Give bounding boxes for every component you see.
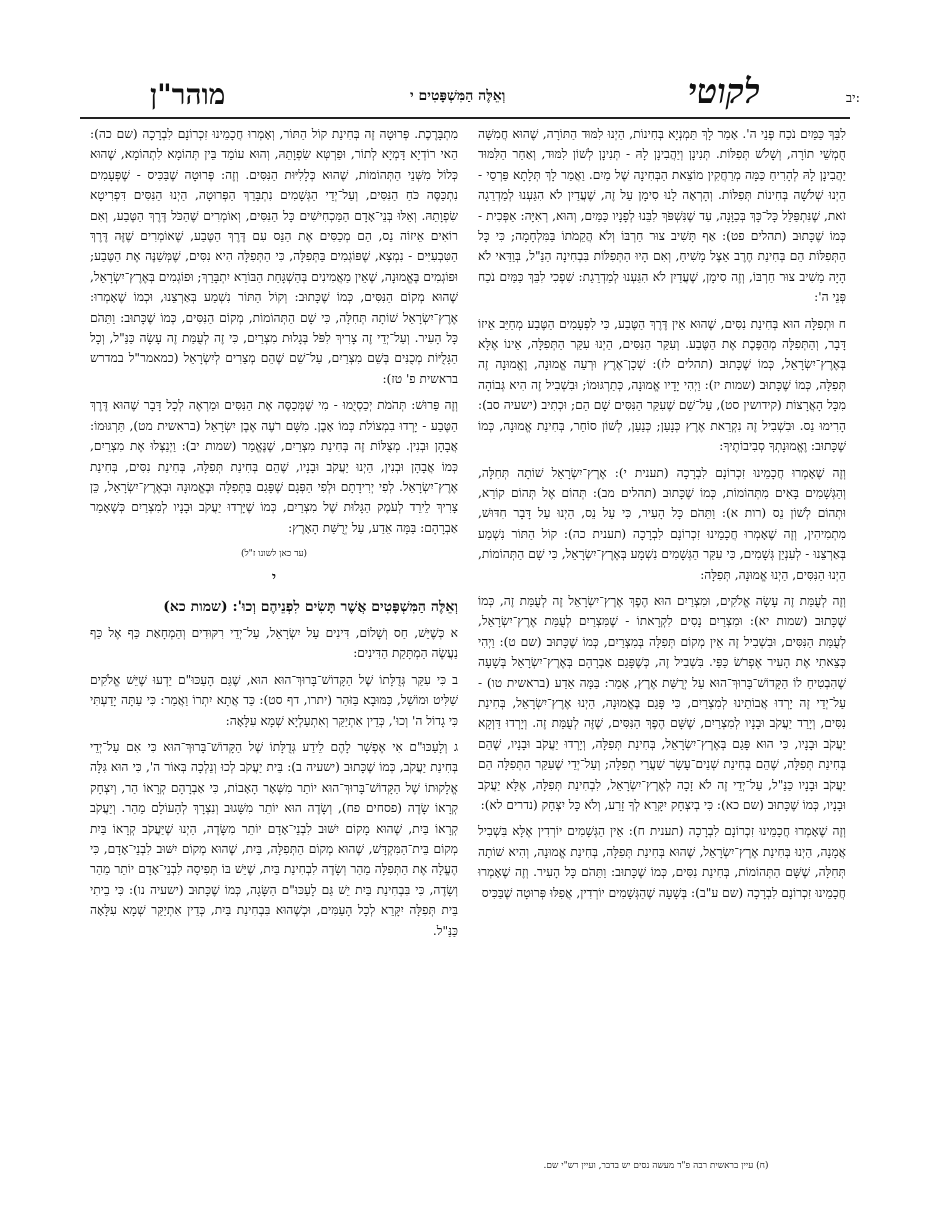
paragraph: לִבֵּךְ כַּמַּיִם נֹכַח פְּנֵי ה'. אָמַר לָךְ תַּמְנְיָא בְּחִינוֹת, הַיְנוּ לִמּוּד הַתּוֹרָה, שֶׁהוּא חֲמִשָּׁה חֻמְשֵׁי תוֹרָה, וְשָׁלֹשׁ תְּפִלּוֹת. תְּנִינָן וְיַהֲבִינָן לָהּ - תְּנִינָן לְשׁוֹן לִמּוּד, וְאַחַר הַלִּמּוּד יַהֲבִינָן לָהּ לְהָרִיחַ כַּמָּה מְרַחֲקִין מוֹצֵאת הַבְּחִינָה שֶׁל מַיִם. וַאֲמַר לָךְ תְּלָתָא פַּרְסֵי - הַיְנוּ שְׁלֹשָׁה בְּחִינוֹת תְּפִלּוֹת. וְהָרְאָה לָנוּ סִימָן עַל זֶה, שֶׁעֲדַיִן לֹא הִגַּעְנוּ לְמַדְרֵגָה זֹאת, שֶׁנִּתְפַּלֵּל כָּל־כָּךְ בְּכַוָּנָה, עַד שֶׁנִּשְׁפֹּךְ לִבֵּנוּ לְפָנָיו כַּמַּיִם, וְהוּא, רְאִיָּה: אַפְּכִית - כְּמוֹ שֶׁכָּתוּב (תהלים פט): אַף תָּשִׁיב צוּר חַרְבּוֹ וְלֹא הֲקֵמֹתוֹ בַּמִּלְחָמָה; כִּי כָּל הַתְּפִלּוֹת הֵם בְּחִינַת חֶרֶב אֵצֶל מָשִׁיחַ, וְאִם הָיוּ הַתְּפִלּוֹת בִּבְחִינָה הַנַּ"ל, בְּוַדַּאי לֹא הָיָה מֵשִׁיב צוּר חַרְבּוֹ, וְזֶה סִימָן, שֶׁעֲדַיִן לֹא הִגַּעְנוּ לְמַדְרֵגַת: שִׁפְכִי לִבֵּךְ כַּמַּיִם נֹכַח פְּנֵי ה': — [478, 127, 846, 305]
right-column — [478, 124, 846, 909]
section-heading: וְאֵלֶּה הַמִּשְׁפָּטִים אֲשֶׁר תָּשִׂים לִפְנֵיהֶם וְכוּ': (שמות כא) — [163, 598, 458, 615]
paragraph: וְזֶה פֵּרוּשׁ: תְּהֹמֹת יְכַסְיֻמוּ - מִי שֶׁמְּכַסֶּה אֶת הַנִּסִּים וּמַרְאֶה לְכָל דָּבָר שֶׁהוּא דֶּרֶךְ הַטֶּבַע - יָרְדוּ בִמְצוֹלֹת כְּמוֹ אָבֶן. מִשָּׁם רֹעֶה אֶבֶן יִשְׂרָאֵל (בראשית מט), תַּרְגּוּמוֹ: אֲבָהָן וּבְנִין. מְצֻלּוֹת זֶה בְּחִינַת מִצְרַיִם, שֶׁנֶּאֱמַר (שמות יב): וַיְנַצְּלוּ אֶת מִצְרַיִם, כְּמוֹ אֲבָהָן וּבְנִין, הַיְנוּ יַעֲקֹב וּבָנָיו, שֶׁהֵם בְּחִינַת תְּפִלָּה, בְּחִינַת נִסִּים, בְּחִינַת אֶרֶץ־יִשְׂרָאֵל. לְפִי יְרִידָתָם וּלְפִי הַפְּגָם שֶׁפָּגַם בַּתְּפִלָּה וּבֶאֱמוּנָה וּבְאֶרֶץ־יִשְׂרָאֵל, כֵּן צָרִיךְ לֵירֵד לְעֹמֶק הַגָּלוּת שֶׁל מִצְרַיִם, כְּמוֹ שֶׁיָּרְדוּ יַעֲקֹב וּבָנָיו לְמִצְרַיִם כְּשֶׁאָמַר אַבְרָהָם: בַּמָּה אֵדַע, עַל יְרֻשַּׁת הָאָרֶץ: — [90, 398, 458, 535]
paragraph-section-a: א כְּשֶׁיֵּשׁ, חַס וְשָׁלוֹם, דִּינִים עַל יִשְׂרָאֵל, עַל־יְדֵי רִקּוּדִים וְהַמְחָאַת כַּף אֶל כַּף נַעֲשֶׂה הַמְתָּקַת הַדִּינִים: — [90, 625, 458, 661]
footnote: (ח) עיין בראשית רבה פ"ד מעשה נסים יש בדבר, ועיין רש"י שם. — [543, 1161, 769, 1171]
author-title: מוהר"ן — [150, 78, 226, 111]
left-column — [90, 124, 458, 947]
paragraph: וְזֶה לְעֻמַּת זֶה עָשָׂה אֱלֹקִים, וּמִצְרַיִם הוּא הֶפֶךְ אֶרֶץ־יִשְׂרָאֵל זֶה לְעֻמַּת זֶה, כְּמוֹ שֶׁכָּתוּב (שמות יא): וּמִצְרַיִם נָסִים לִקְרָאתוֹ - שֶׁמִּצְרַיִם לְעֻמַּת אֶרֶץ־יִשְׂרָאֵל, לְעֻמַּת הַנִּסִּים, וּבִשְׁבִיל זֶה אֵין מְקוֹם תְּפִלָּה בְּמִצְרַיִם, כְּמוֹ שֶׁכָּתוּב (שם ט): וַיְהִי כְּצֵאתִי אֶת הָעִיר אֶפְרֹשׂ כַּפַּי. בִּשְׁבִיל זֶה, כְּשֶׁפָּגַם אַבְרָהָם בְּאֶרֶץ־יִשְׂרָאֵל בְּשָׁעָה שֶׁהִבְטִיחַ לוֹ הַקָּדוֹשׁ־בָּרוּךְ־הוּא עַל יְרֻשַּׁת אֶרֶץ, אָמַר: בַּמָּה אֵדַע (בראשית טו) - עַל־יְדֵי זֶה יָרְדוּ אֲבוֹתֵינוּ לְמִצְרַיִם, כִּי פָּגַם בֶּאֱמוּנָה, הַיְנוּ אֶרֶץ־יִשְׂרָאֵל, בְּחִינַת נִסִּים, וְיָרַד יַעֲקֹב וּבָנָיו לְמִצְרַיִם, שֶׁשָּׁם הֶפֶךְ הַנִּסִּים, שֶׁזֶּה לְעֻמַּת זֶה. וְיָרְדוּ דַּוְקָא יַעֲקֹב וּבָנָיו, כִּי הוּא פָּגַם בְּאֶרֶץ־יִשְׂרָאֵל, בְּחִינַת תְּפִלָּה, וְיָרְדוּ יַעֲקֹב וּבָנָיו, שֶׁהֵם בְּחִינַת תְּפִלָּה, שֶׁהֵם בְּחִינַת שְׁנֵים־עָשָׂר שַׁעֲרֵי תְפִלָּה; וְעַל־יְדֵי שֶׁעִקַּר הַתְּפִלָּה הֵם יַעֲקֹב וּבָנָיו כַּנַּ"ל, עַל־יְדֵי זֶה לֹא זָכָה לְאֶרֶץ־יִשְׂרָאֵל, לִבְחִינַת תְּפִלָּה, אֶלָּא יַעֲקֹב וּבָנָיו, כְּמוֹ שֶׁכָּתוּב (שם כא): כִּי בְיִצְחָק יִקָּרֵא לְךָ זָרַע, וְלֹא כָּל יִצְחָק (נדרים לא): — [478, 593, 846, 812]
paragraph: וְזֶה שֶׁאָמְרוּ חֲכָמֵינוּ זִכְרוֹנָם לִבְרָכָה (תענית י): אֶרֶץ־יִשְׂרָאֵל שׁוֹתָה תְּחִלָּה, וְהַגְּשָׁמִים בָּאִים מִתְּהוֹמוֹת, כְּמוֹ שֶׁכָּתוּב (תהלים מב): תְּהוֹם אֶל תְּהוֹם קוֹרֵא, וּתְהוֹם לְשׁוֹן נֵס (רות א): וַתֵּהֹם כָּל הָעִיר, כִּי עַל נֵס, הַיְנוּ עַל דָּבָר חִדּוּשׁ, מִתְמִיהִין, וְזֶה שֶׁאָמְרוּ חֲכָמֵינוּ זִכְרוֹנָם לִבְרָכָה (תענית כה): קוֹל הַתּוֹר נִשְׁמַע בְּאַרְצֵנוּ - לְעִנְיַן גְּשָׁמִים, כִּי עִקַּר הַגְּשָׁמִים נִשְׁמָע בְּאֶרֶץ־יִשְׂרָאֵל, כִּי שָׁם הַתְּהוֹמוֹת, הַיְנוּ הַנִּסִּים, הַיְנוּ אֱמוּנָה, תְּפִלָּה: — [478, 465, 846, 582]
header-rule — [80, 117, 850, 119]
parsha-title: וְאֵלֶּה הַמִּשְׁפָּטִים י — [410, 88, 506, 104]
paragraph: מִתְבָּרֶכֶת. פְּרוּטָה זֶה בְּחִינַת קוֹל הַתּוֹר, וְאָמְרוּ חֲכָמֵינוּ זִכְרוֹנָם לִבְרָכָה (שם כה): הַאי רוֹדְיָא דָּמְיָא לְתוֹר, וּפַרְטְּא שִׂפְוָתֵהּ, וְהוּא עוֹמֵד בֵּין תְּהוֹמָא לִתְהוֹמָא, שֶׁהוּא כְּלוֹל מִשְּׁנֵי הַתְּהוֹמוֹת, שֶׁהוּא כְּלָלִיּוּת הַנִּסִּים. וְזֶה: פְּרוּטָה שֶׁבַּכִּיס - שֶׁפְּעָמִים נִתְכַּסֶּה כֹּחַ הַנִּסִּים, וְעַל־יְדֵי הַגְּשָׁמִים נִתְבָּרֵךְ הַפְּרוּטָה, הַיְנוּ הַנִּסִּים דִּפְרִיטָא שִׂפְוָתֵהּ. וְאֵלּוּ בְּנֵי־אָדָם הַמַּכְחִישִׁים כָּל הַנִּסִּים, וְאוֹמְרִים שֶׁהַכֹּל דֶּרֶךְ הַטֶּבַע, וְאִם רוֹאִים אֵיזוֹה נֵס, הֵם מְכַסִּים אֶת הַנֵּס עִם דֶּרֶךְ הַטֶּבַע, שֶׁאוֹמְרִים שֶׁזֶּה דֶּרֶךְ הַטִּבְעִיִּים - נִמְצָא, שֶׁפּוֹגְמִים בַּתְּפִלָּה, כִּי הַתְּפִלָּה הִיא נִסִּים, שֶׁמְּשַׁנֶּה אֶת הַטֶּבַע; וּפוֹגְמִים בֶּאֱמוּנָה, שֶׁאֵין מַאֲמִינִים בְּהַשְׁגָּחַת הַבּוֹרֵא יִתְבָּרַךְ; וּפוֹגְמִים בְּאֶרֶץ־יִשְׂרָאֵל, שֶׁהוּא מְקוֹם הַנִּסִּים, כְּמוֹ שֶׁכָּתוּב: וְקוֹל הַתּוֹר נִשְׁמַע בְּאַרְצֵנוּ, וּכְמוֹ שֶׁאָמְרוּ: אֶרֶץ־יִשְׂרָאֵל שׁוֹתָה תְּחִלָּה, כִּי שָׁם הַתְּהוֹמוֹת, מְקוֹם הַנִּסִּים, כְּמוֹ שֶׁכָּתוּב: וַתֵּהֹם כָּל הָעִיר. וְעַל־יְדֵי זֶה צָרִיךְ לִפֹּל בְּגָלוּת מִצְרַיִם, כִּי זֶה לְעֻמַּת זֶה עָשָׂה כַּנַּ"ל, וְכָל הַגָּלֻיּוֹת מְכֻנִּים בְּשֵׁם מִצְרַיִם, עַל־שֵׁם שֶׁהֵם מְצֵרִים לְיִשְׂרָאֵל (כמאמר"ל במדרש בראשית פ' טז): — [90, 127, 458, 386]
book-title: לקוטי — [687, 72, 760, 112]
page-number: יב: — [845, 91, 860, 106]
end-note: (עד כאן לשונו ז"ל) — [240, 549, 308, 560]
paragraph: וְזֶה שֶׁאָמְרוּ חֲכָמֵינוּ זִכְרוֹנָם לִבְרָכָה (תענית ח): אֵין הַגְּשָׁמִים יוֹרְדִין אֶלָּא בִּשְׁבִיל אֲמָנָה, הַיְנוּ בְּחִינַת אֶרֶץ־יִשְׂרָאֵל, שֶׁהוּא בְּחִינַת תְּפִלָּה, בְּחִינַת אֱמוּנָה, וְהִיא שׁוֹתָה תְּחִלָּה, שֶׁשָּׁם הַתְּהוֹמוֹת, בְּחִינַת נִסִּים, כְּמוֹ שֶׁכָּתוּב: וַתֵּהֹם כָּל הָעִיר. וְזֶה שֶׁאָמְרוּ חֲכָמֵינוּ זִכְרוֹנָם לִבְרָכָה (שם ע"ב): בְּשָׁעָה שֶׁהַגְּשָׁמִים יוֹרְדִין, אֲפִלּוּ פְּרוּטָה שֶׁבַּכִּיס — [478, 824, 846, 900]
paragraph-section-c: ג וְלָעַכּוּ"ם אִי אֶפְשָׁר לָהֶם לֵידַע גְּדֻלָּתוֹ שֶׁל הַקָּדוֹשׁ־בָּרוּךְ־הוּא כִּי אִם עַל־יְדֵי בְּחִינַת יַעֲקֹב, כְּמוֹ שֶׁכָּתוּב (ישעיה ב): בֵּית יַעֲקֹב לְכוּ וְנֵלְכָה בְּאוֹר ה', כִּי הוּא גִּלָּה אֱלָקוּתוֹ שֶׁל הַקָּדוֹשׁ־בָּרוּךְ־הוּא יוֹתֵר מִשְּׁאָר הָאָבוֹת, כִּי אַבְרָהָם קְרָאוֹ הַר, וְיִצְחָק קְרָאוֹ שָׂדֶה (פסחים פח), וְשָׂדֶה הוּא יוֹתֵר מִשָּׁגוּב וְנִצְרָךְ לְהָעוֹלָם מֵהַר. וְיַעֲקֹב קְרָאוֹ בַּיִת, שֶׁהוּא מָקוֹם יִשּׁוּב לִבְנֵי־אָדָם יוֹתֵר מִשָּׂדֶה, הַיְנוּ שֶׁיַּעֲקֹב קְרָאוֹ בַּיִת מְקוֹם בֵּית־הַמִּקְדָּשׁ, שֶׁהוּא מְקוֹם הַתְּפִלָּה, בַּיִת, שֶׁהוּא מְקוֹם יִשּׁוּב לִבְנֵי־אָדָם, כִּי הֶעֱלָה אֶת הַתְּפִלָּה מֵהַר וְשָׂדֶה לִבְחִינַת בַּיִת, שֶׁיֵּשׁ בּוֹ תְּפִיסָה לִבְנֵי־אָדָם יוֹתֵר מֵהַר וְשָׂדֶה, כִּי בִּבְחִינַת בַּיִת יֵשׁ גַּם לָעַכּוּ"ם הַשָּׂגָה, כְּמוֹ שֶׁכָּתוּב (ישעיה נו): כִּי בֵיתִי בֵּית תְּפִלָּה יִקָּרֵא לְכָל הָעַמִּים, וּכְשֶׁהוּא בִּבְחִינַת בַּיִת, כְּדֵין אִתְיַקַּר שְׁמָא עִלָּאָה כַּנַּ"ל. — [90, 739, 458, 938]
paragraph-section-8: ח וּתְפִלָּה הוּא בְּחִינַת נִסִּים, שֶׁהוּא אֵין דֶּרֶךְ הַטֶּבַע, כִּי לִפְעָמִים הַטֶּבַע מְחַיֵּב אֵיזוֹ דָּבָר, וְהַתְּפִלָּה מְהַפֶּכֶת אֶת הַטֶּבַע. וְעִקַּר הַנִּסִּים, הַיְנוּ עִקַּר הַתְּפִלָּה, אֵינוֹ אֶלָּא בְּאֶרֶץ־יִשְׂרָאֵל, כְּמוֹ שֶׁכָּתוּב (תהלים לז): שְׁכָן־אֶרֶץ וּרְעֵה אֱמוּנָה, וֶאֱמוּנָה זֶה תְּפִלָּה, כְּמוֹ שֶׁכָּתוּב (שמות יז): וַיְהִי יָדָיו אֱמוּנָה, כְּתַרְגּוּמוֹ; וּבִשְׁבִיל זֶה הִיא גְּבוֹהָה מִכָּל הָאֲרָצוֹת (קידושין סט), עַל־שֵׁם שֶׁעִקַּר הַנִּסִּים שָׁם הֵם; וּכְתִיב (ישעיה סב): הָרִימוּ נֵס. וּבִשְׁבִיל זֶה נִקְרֵאת אֶרֶץ כְּנָעַן; כְּנַעַן, לְשׁוֹן סוֹחֵר, בְּחִינַת אֱמוּנָה, כְּמוֹ שֶׁכָּתוּב: וֶאֱמוּנָתְךָ סְבִיבוֹתֶיךָ: — [478, 316, 846, 454]
section-separator: י — [271, 567, 277, 589]
paragraph-section-b: ב כִּי עִקַּר גְּדֻלָּתוֹ שֶׁל הַקָּדוֹשׁ־בָּרוּךְ־הוּא הוּא, שֶׁגַּם הָעַכּוּ"ם יֵדְעוּ שֶׁיֵּשׁ אֱלֹקִים שַׁלִּיט וּמוֹשֵׁל, כַּמּוּבָא בַּזֹּהַר (יתרו, דף סט): כַּד אֲתָא יִתְרוֹ וַאֲמַר: כִּי עַתָּה יָדַעְתִּי כִּי גָדוֹל ה' וְכוּ', כְּדֵין אִתְיַקַּר וְאִתְעַלְיָא שְׁמָא עִלָּאָה: — [90, 672, 458, 728]
page-header — [80, 72, 860, 118]
